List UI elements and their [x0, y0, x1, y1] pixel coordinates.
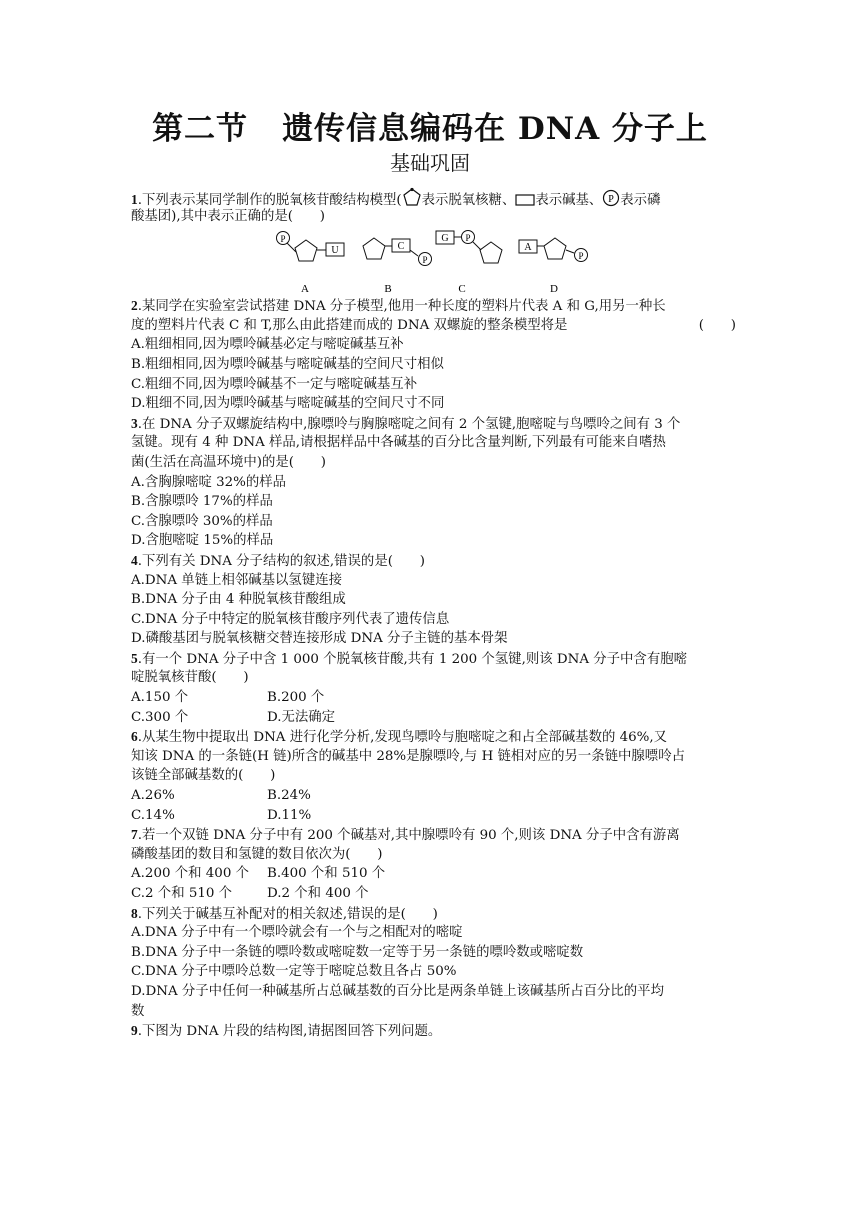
option: D.DNA 分子中任何一种碱基所占总碱基数的百分比是两条单链上该碱基所占百分比的平均: [131, 983, 664, 999]
option: C.DNA 分子中嘌呤总数一定等于嘧啶总数且各占 50%: [131, 964, 457, 980]
question-list: [131, 187, 736, 1041]
svg-text:P: P: [422, 255, 428, 266]
svg-text:U: U: [331, 245, 339, 257]
option: C.14%: [131, 807, 175, 823]
svg-text:C: C: [397, 241, 405, 253]
option: A.150 个: [131, 690, 189, 706]
question-text: .下图为 DNA 片段的结构图,请据图回答下列问题。: [137, 1024, 442, 1040]
question-number: 9: [131, 1023, 138, 1039]
question-number: 7: [131, 827, 138, 843]
question-text: 该链全部碱基数的( ): [131, 768, 276, 784]
question-text: .某同学在实验室尝试搭建 DNA 分子模型,他用一种长度的塑料片代表 A 和 G,用另一种长: [137, 299, 666, 315]
section-number: 第二节: [152, 111, 249, 147]
option: A.含胸腺嘧啶 32%的样品: [131, 474, 287, 490]
option: C.2 个和 510 个: [131, 886, 233, 901]
option: C.粗细不同,因为嘌呤碱基不一定与嘧啶碱基互补: [131, 376, 418, 392]
question-5: [131, 649, 736, 727]
option: B.DNA 分子中一条链的嘌呤数或嘧啶数一定等于另一条链的嘌呤数或嘧啶数: [131, 944, 584, 960]
question-text: .若一个双链 DNA 分子中有 200 个碱基对,其中腺嘌呤有 90 个,则该 DNA 分子中含有游离: [137, 828, 680, 844]
question-text: 表示脱氧核糖、: [421, 193, 516, 208]
option: A.DNA 分子中有一个嘌呤就会有一个与之相配对的嘧啶: [131, 925, 463, 941]
question-text: .有一个 DNA 分子中含 1 000 个脱氧核苷酸,共有 1 200 个氢键,则该 DNA 分子中含有胞嘧: [137, 651, 687, 667]
svg-text:P: P: [280, 234, 286, 245]
model-label: C: [458, 283, 466, 296]
question-text: 知该 DNA 的一条链(H 链)所含的碱基中 28%是腺嘌呤,与 H 链相对应的另一条链中腺嘌呤占: [131, 748, 685, 764]
option: A.DNA 单链上相邻碱基以氢键连接: [131, 572, 342, 588]
svg-text:P: P: [608, 194, 615, 205]
model-label: B: [384, 283, 392, 296]
option: A.26%: [131, 788, 175, 804]
svg-text:A: A: [524, 242, 532, 254]
model-label: A: [301, 283, 309, 296]
section-title: 遗传信息编码在 DNA 分子上: [282, 111, 708, 147]
question-text: 酸基团),其中表示正确的是( ): [131, 208, 326, 224]
question-6: [131, 727, 736, 825]
model-a: [277, 232, 345, 296]
question-8: [131, 904, 736, 1022]
phosphate-circle-icon: [602, 189, 620, 207]
question-1: [131, 187, 736, 296]
model-b: [363, 238, 432, 295]
question-text: .下列有关 DNA 分子结构的叙述,错误的是( ): [137, 553, 425, 569]
pentagon-sugar-icon: [402, 187, 422, 207]
question-number: 4: [131, 552, 138, 568]
option: D.磷酸基团与脱氧核糖交替连接形成 DNA 分子主链的基本骨架: [131, 631, 508, 647]
question-number: 8: [131, 905, 138, 921]
question-9: [131, 1021, 736, 1041]
question-text: .从某生物中提取出 DNA 进行化学分析,发现鸟嘌呤与胞嘧啶之和占全部碱基数的 46%,又: [137, 730, 668, 746]
question-number: 5: [131, 650, 138, 666]
question-text: 度的塑料片代表 C 和 T,那么由此搭建而成的 DNA 双螺旋的整条模型将是: [131, 317, 568, 333]
question-text: 啶脱氧核苷酸( ): [131, 670, 249, 686]
rectangle-base-icon: [515, 193, 535, 207]
question-text: 表示碱基、: [535, 193, 603, 208]
nucleotide-models-figure: [131, 226, 736, 296]
model-label: D: [550, 283, 558, 296]
option: C.DNA 分子中特定的脱氧核苷酸序列代表了遗传信息: [131, 611, 450, 627]
option: A.200 个和 400 个: [131, 866, 249, 882]
option: B.24%: [267, 788, 311, 804]
option: D.无法确定: [267, 709, 336, 725]
option: C.含腺嘌呤 30%的样品: [131, 513, 273, 529]
question-text: 表示磷: [620, 193, 661, 208]
nucleotide-models-svg: [276, 228, 596, 296]
question-text: 菌(生活在高温环境中)的是( ): [131, 454, 326, 470]
question-text: .下列表示某同学制作的脱氧核苷酸结构模型(: [137, 193, 402, 208]
svg-text:P: P: [465, 233, 471, 244]
question-number: 1: [131, 192, 138, 207]
question-text: .下列关于碱基互补配对的相关叙述,错误的是( ): [137, 906, 438, 922]
option: C.300 个: [131, 709, 189, 725]
option: B.DNA 分子由 4 种脱氧核苷酸组成: [131, 592, 346, 608]
option: D.11%: [267, 807, 312, 823]
question-number: 3: [131, 415, 138, 431]
question-text: 磷酸基团的数目和氢键的数目依次为( ): [131, 846, 383, 862]
svg-text:P: P: [578, 251, 584, 262]
question-text: 氢键。现有 4 种 DNA 样品,请根据样品中各碱基的百分比含量判断,下列最有可能来自嗜热: [131, 435, 666, 451]
model-d: [519, 238, 588, 295]
question-7: [131, 825, 736, 903]
option: D.粗细不同,因为嘌呤碱基与嘧啶碱基的空间尺寸不同: [131, 396, 445, 412]
page-title: [0, 103, 860, 148]
question-text: .在 DNA 分子双螺旋结构中,腺嘌呤与胸腺嘧啶之间有 2 个氢键,胞嘧啶与鸟嘌呤之间有 3 个: [137, 416, 681, 432]
question-3: [131, 414, 736, 551]
option: B.400 个和 510 个: [267, 866, 386, 882]
option: B.粗细相同,因为嘌呤碱基与嘧啶碱基的空间尺寸相似: [131, 356, 444, 372]
option: D.含胞嘧啶 15%的样品: [131, 533, 274, 549]
page-subtitle: 基础巩固: [390, 151, 470, 175]
option: B.含腺嘌呤 17%的样品: [131, 494, 273, 510]
question-number: 6: [131, 729, 138, 745]
svg-text:G: G: [441, 233, 449, 245]
question-4: [131, 551, 736, 649]
option: B.200 个: [267, 690, 325, 706]
answer-paren: ( ): [698, 317, 736, 333]
option: 数: [131, 1003, 145, 1019]
question-number: 2: [131, 298, 138, 314]
model-c: [436, 231, 502, 296]
question-2: [131, 296, 736, 414]
option: D.2 个和 400 个: [267, 886, 369, 901]
option: A.粗细相同,因为嘌呤碱基必定与嘧啶碱基互补: [131, 337, 404, 353]
